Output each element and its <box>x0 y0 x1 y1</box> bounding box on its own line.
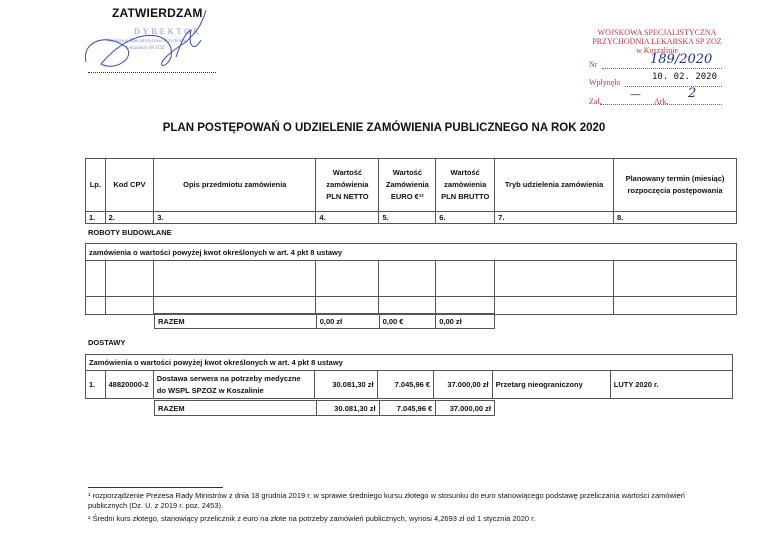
footnote-2: ² Średni kurs złotego, stanowiący przelicznik z euro na złote na potrzeby zamówień publicznych, wynosi 4,2693 zł od 1 stycznia 2020 r. <box>88 514 536 523</box>
stamp-received-value: 10. 02. 2020 <box>652 72 718 82</box>
header-mode: Tryb udzielenia zamówienia <box>495 159 614 212</box>
supplies-row-netto: 30.081,30 zł <box>315 371 378 399</box>
section-supplies-title: DOSTAWY <box>88 338 126 347</box>
svg-text:DYREKTOR: DYREKTOR <box>134 27 202 36</box>
works-table <box>85 243 737 315</box>
stamp-line-1: WOJSKOWA SPECJALISTYCZNA <box>597 28 717 37</box>
supplies-row-brutto: 37.000,00 zł <box>434 371 493 399</box>
works-total-brutto: 0,00 zł <box>436 314 495 329</box>
supplies-table <box>85 354 733 399</box>
svg-text:Wojskowej Specjalistycznej Prz: Wojskowej Specjalistycznej Przychodni <box>106 39 187 44</box>
signature-line <box>88 72 216 73</box>
col-number: 7. <box>495 212 614 224</box>
stamp-line-2: PRZYCHODNIA LEKARSKA SP ZOZ <box>592 37 722 46</box>
col-number: 8. <box>613 212 736 224</box>
header-term: Planowany termin (miesiąc) rozpoczęcia postępowania <box>613 159 736 212</box>
col-number: 3. <box>154 212 316 224</box>
document-title: PLAN POSTĘPOWAŃ O UDZIELENIE ZAMÓWIENIA PUBLICZNEGO NA ROK 2020 <box>162 122 606 134</box>
supplies-row-desc: Dostawa serwera na potrzeby medyczne do WSPL SPZOZ w Koszalinie <box>153 371 314 399</box>
col-number: 5. <box>379 212 436 224</box>
supplies-total-label: RAZEM <box>155 401 317 416</box>
col-number: 6. <box>436 212 495 224</box>
works-total-table <box>154 313 495 329</box>
supplies-row-cpv: 48820000-2 <box>105 371 153 399</box>
stamp-sheets-label: Ark. <box>654 97 669 106</box>
works-total-netto: 0,00 zł <box>316 314 379 329</box>
header-euro: Wartość Zamówienia EURO €¹² <box>379 159 436 212</box>
works-total-label: RAZEM <box>155 314 317 329</box>
header-brutto: Wartość zamówienia PLN BRUTTO <box>436 159 495 212</box>
plan-header-table <box>85 158 737 224</box>
approval-label: ZATWIERDZAM <box>112 6 203 20</box>
header-cpv: Kod CPV <box>105 159 154 212</box>
stamp-received-label: Wpłynęło <box>589 78 621 87</box>
stamp-line-3: w Koszalinie <box>636 46 678 55</box>
registry-stamp <box>582 28 732 55</box>
supplies-total-euro: 7.045,96 € <box>379 401 436 416</box>
footnote-separator <box>88 487 223 488</box>
stamp-nr-label: Nr <box>589 60 598 69</box>
supplies-row-lp: 1. <box>86 371 106 399</box>
works-subtitle: zamówienia o wartości powyżej kwot określonych w art. 4 pkt 8 ustawy <box>86 244 737 261</box>
director-stamp <box>76 2 226 80</box>
col-number: 1. <box>86 212 106 224</box>
col-number: 2. <box>105 212 154 224</box>
supplies-row-mode: Przetarg nieograniczony <box>492 371 610 399</box>
section-works-title: ROBOTY BUDOWLANE <box>88 228 172 237</box>
supplies-total-brutto: 37.000,00 zł <box>436 401 495 416</box>
header-lp: Lp. <box>86 159 106 212</box>
stamp-att-label: Zał. <box>589 97 602 106</box>
stamp-nr-value: 189/2020 <box>650 52 713 67</box>
supplies-subtitle: Zamówienia o wartości powyżej kwot określonych w art. 4 pkt 8 ustawy <box>86 355 733 371</box>
header-desc: Opis przedmiotu zamówienia <box>154 159 316 212</box>
works-total-euro: 0,00 € <box>379 314 436 329</box>
supplies-row-term: LUTY 2020 r. <box>610 371 732 399</box>
col-number: 4. <box>316 212 379 224</box>
stamp-sheets-value: 2 <box>688 86 697 101</box>
svg-text:Lekarskiej SP ZOZ: Lekarskiej SP ZOZ <box>126 46 165 51</box>
supplies-total-table <box>154 400 495 416</box>
header-netto: Wartość zamówienia PLN NETTO <box>316 159 379 212</box>
stamp-att-value: — <box>630 88 641 101</box>
supplies-total-netto: 30.081,30 zł <box>316 401 379 416</box>
footnote-1: ¹ rozporządzenie Prezesa Rady Ministrów z dnia 18 grudnia 2019 r. w sprawie średniego kursu złotego w stosunku do euro stanowiącego podstawę przeliczania wartości zamówień publicznych (Dz. U. z 2019 r. poz. 2453). <box>88 491 685 510</box>
supplies-row-euro: 7.045,96 € <box>377 371 433 399</box>
